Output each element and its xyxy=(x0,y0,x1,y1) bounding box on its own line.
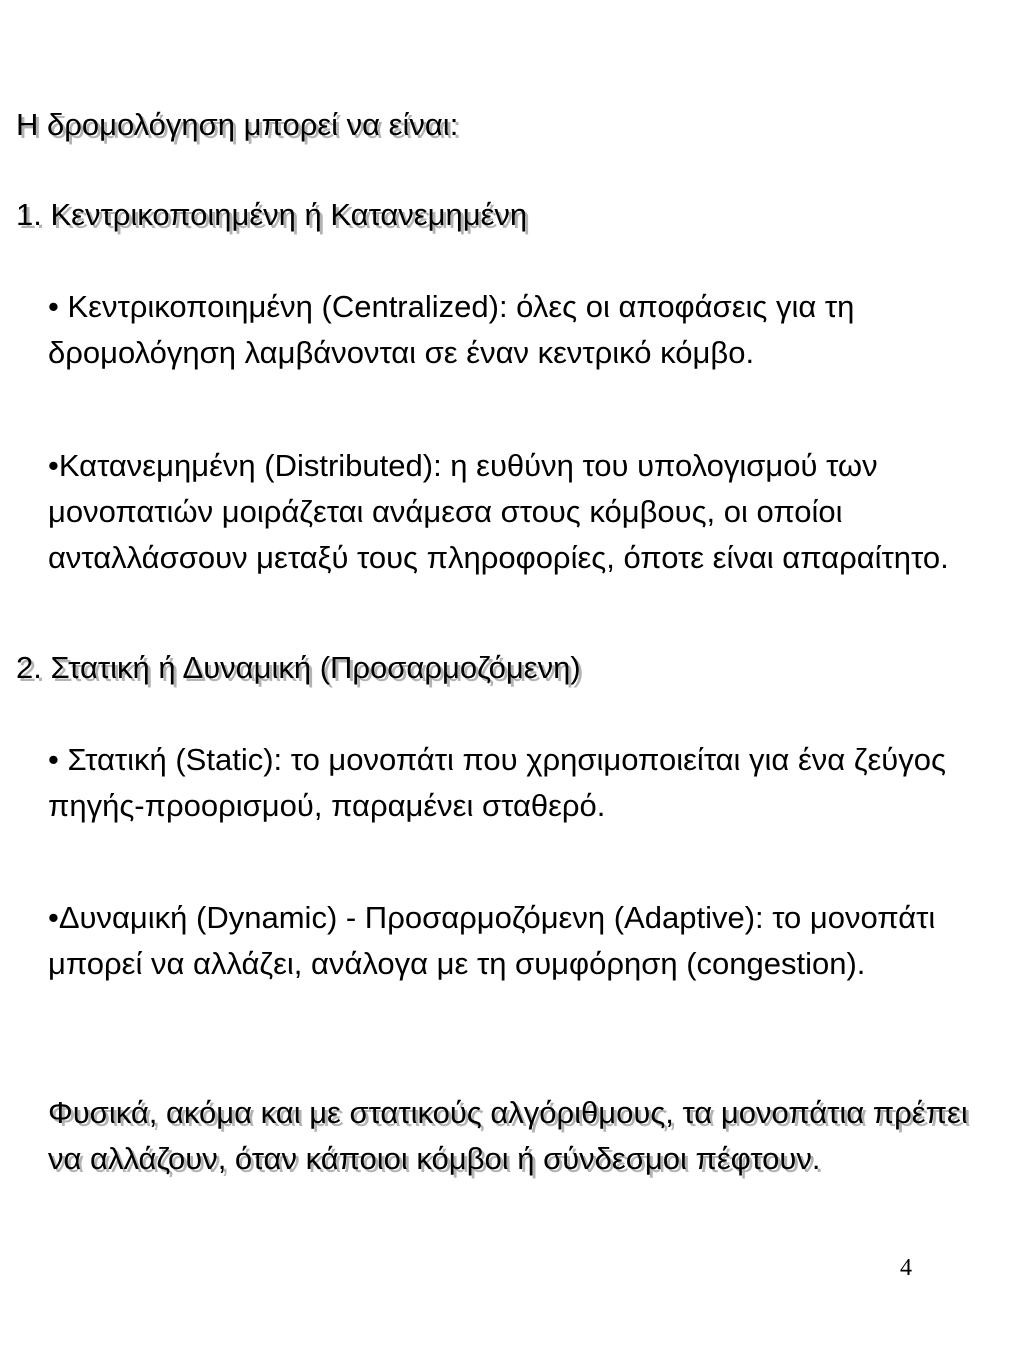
section-1-title: 1. Κεντρικοποιημένη ή Κατανεμημένη xyxy=(16,197,528,232)
bullet-static: • Στατική (Static): το μονοπάτι που χρησιμοποιείται για ένα ζεύγος πηγής-προορισμού, παραμένει σταθερό. xyxy=(48,742,946,823)
bullet-dynamic: •Δυναμική (Dynamic) - Προσαρμοζόμενη (Adaptive): το μονοπάτι μπορεί να αλλάζει, ανάλογα με τη συμφόρηση (congestion). xyxy=(48,900,936,981)
bullet-centralized: • Κεντρικοποιημένη (Centralized): όλες οι αποφάσεις για τη δρομολόγηση λαμβάνονται σε έναν κεντρικό κόμβο. xyxy=(48,289,855,370)
page-number: 4 xyxy=(900,1255,912,1281)
bullet-distributed: •Κατανεμημένη (Distributed): η ευθύνη του υπολογισμού των μονοπατιών μοιράζεται ανάμεσα στους κόμβους, οι οποίοι ανταλλάσσουν μεταξύ τους πληροφορίες, όποτε είναι απαραίτητο. xyxy=(48,448,949,575)
closing-note: Φυσικά, ακόμα και με στατικούς αλγόριθμους, τα μονοπάτια πρέπει να αλλάζουν, όταν κάποιοι κόμβοι ή σύνδεσμοι πέφτουν. xyxy=(48,1095,968,1176)
section-2-title: 2. Στατική ή Δυναμική (Προσαρμοζόμενη) xyxy=(16,650,581,685)
intro-heading: Η δρομολόγηση μπορεί να είναι: xyxy=(16,107,459,142)
